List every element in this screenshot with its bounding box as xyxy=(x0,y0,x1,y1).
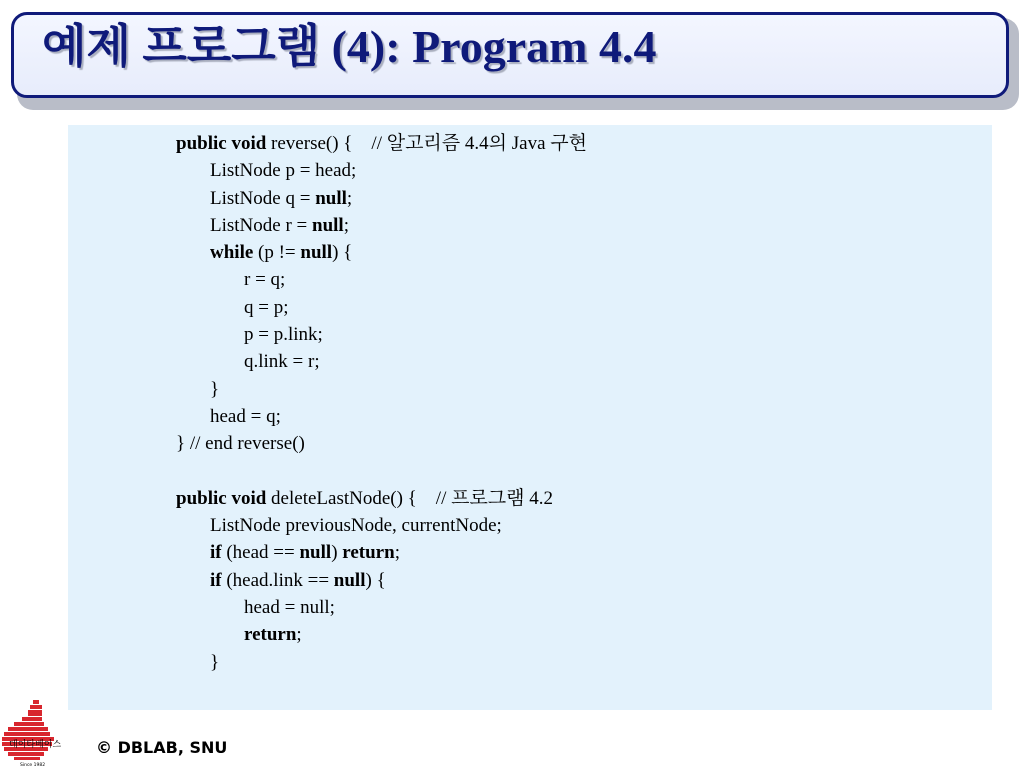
code-keyword: return xyxy=(342,542,395,564)
code-text: reverse() { // 알고리즘 4.4의 Java 구현 xyxy=(266,133,587,154)
code-keyword: if xyxy=(210,569,222,591)
code-text: ) { xyxy=(365,569,386,591)
code-keyword: null xyxy=(300,242,333,264)
code-keyword: public void xyxy=(176,487,267,509)
code-line xyxy=(176,157,587,184)
code-text: ListNode r = xyxy=(210,214,313,236)
dblab-logo xyxy=(0,700,78,768)
code-text: ; xyxy=(394,542,400,564)
code-text: head = q; xyxy=(210,405,281,427)
code-line xyxy=(176,348,587,375)
code-text: (head.link == xyxy=(221,569,334,591)
code-keyword: return xyxy=(244,624,297,646)
code-keyword: null xyxy=(315,187,347,209)
code-line xyxy=(176,649,587,676)
code-text: ; xyxy=(343,214,349,236)
code-line xyxy=(176,266,587,293)
code-line xyxy=(176,594,587,621)
code-line xyxy=(176,239,587,266)
code-text: } xyxy=(210,378,220,400)
code-text: } // end reverse() xyxy=(176,433,305,455)
code-text: q = p; xyxy=(244,296,289,318)
code-line xyxy=(176,539,587,566)
code-text: ListNode q = xyxy=(210,187,316,209)
code-line xyxy=(176,621,587,648)
code-keyword: null xyxy=(312,214,344,236)
code-text: (head == xyxy=(221,542,300,564)
code-keyword: null xyxy=(299,542,332,564)
code-line xyxy=(176,485,587,512)
code-text: ) xyxy=(331,542,343,564)
code-text: ) { xyxy=(332,242,353,264)
code-text: r = q; xyxy=(244,269,286,291)
code-keyword: if xyxy=(210,542,222,564)
code-line xyxy=(176,321,587,348)
code-text: head = null; xyxy=(244,597,335,619)
code-line xyxy=(176,458,587,485)
code-text: ; xyxy=(296,624,302,646)
slide-title: 예제 프로그램 (4): Program 4.4 xyxy=(42,21,657,72)
code-text: ; xyxy=(346,187,353,209)
code-keyword: public void xyxy=(176,133,267,154)
code-text: } xyxy=(210,651,220,673)
copyright-footer: © DBLAB, SNU xyxy=(96,738,228,757)
code-line xyxy=(176,512,587,539)
code-text: deleteLastNode() { // 프로그램 4.2 xyxy=(266,487,554,509)
code-line xyxy=(176,376,587,403)
code-line xyxy=(176,130,587,157)
code-keyword: null xyxy=(333,569,366,591)
code-text: ListNode previousNode, currentNode; xyxy=(210,515,502,537)
code-line xyxy=(176,294,587,321)
code-line xyxy=(176,403,587,430)
code-text: q.link = r; xyxy=(244,351,320,373)
code-text: ListNode p = head; xyxy=(210,160,357,182)
code-line xyxy=(176,430,587,457)
code-line xyxy=(176,185,587,212)
code-listing xyxy=(176,130,587,676)
code-text: p = p.link; xyxy=(244,324,323,346)
code-line xyxy=(176,567,587,594)
logo-text: 데이타베이스 xyxy=(9,740,62,750)
code-line xyxy=(176,212,587,239)
code-text: (p != xyxy=(253,242,301,264)
code-keyword: while xyxy=(210,242,254,264)
logo-since: Since 1982 xyxy=(20,763,46,768)
